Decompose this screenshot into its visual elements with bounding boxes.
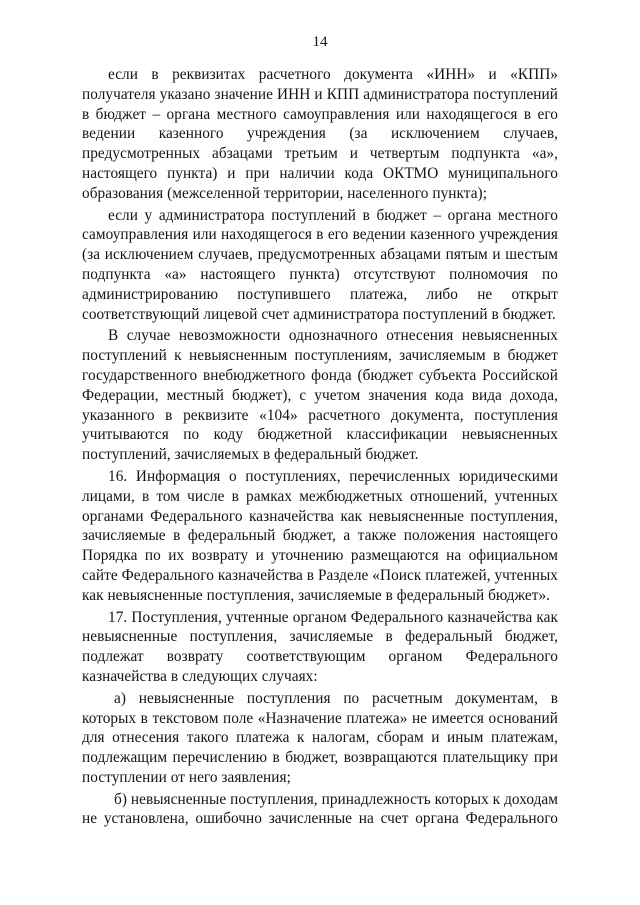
- page-number: 14: [312, 34, 328, 50]
- paragraph-ambiguous-attribution: В случае невозможности однозначного отнесения невыясненных поступлений к невыясненным поступлениям, зачисляемым в бюджет государственного внебюджетного фонда (бюджет субъекта Российской Федерации, местный бюджет), с учетом значения кода вида дохода, указанного в реквизите «104» расчетного документа, поступления учитываются по коду бюджетной классификации невыясненных поступлений, зачисляемых в федеральный бюджет.: [82, 327, 558, 464]
- paragraph-item-17: 17. Поступления, учтенные органом Федерального казначейства как невыясненные поступления, зачисляемые в федеральный бюджет, подлежат возврату соответствующим органом Федерального казначейства в следующих случаях:: [82, 608, 558, 685]
- paragraph-subitem-a: а) невыясненные поступления по расчетным документам, в которых в текстовом поле «Назначение платежа» не имеется оснований для отнесения такого платежа к налогам, сборам и иным платежам, подлежащим перечислению в бюджет, возвращаются плательщику при поступлении от него заявления;: [82, 689, 558, 786]
- paragraph-subitem-b: б) невыясненные поступления, принадлежность которых к доходам не установлена, ошибочно зачисленные на счет органа Федерального: [82, 790, 558, 828]
- paragraph-no-authority-condition: если у администратора поступлений в бюджет – органа местного самоуправления или находящегося в его ведении казенного учреждения (за исключением случаев, предусмотренных абзацами пятым и шестым подпункта «а» настоящего пункта) отсутствуют полномочия по администрированию поступившего платежа, либо не открыт соответствующий лицевой счет администратора поступлений в бюджет.: [82, 206, 558, 323]
- document-body: [82, 65, 558, 829]
- paragraph-inn-kpp-condition: если в реквизитах расчетного документа «ИНН» и «КПП» получателя указано значение ИНН и КПП администратора поступлений в бюджет – органа местного самоуправления или находящегося в его ведении казенного учреждения (за исключением случаев, предусмотренных абзацами третьим и четвертым подпункта «а», настоящего пункта) и при наличии кода ОКТМО муниципального образования (межселенной территории, населенного пункта);: [82, 66, 558, 202]
- paragraph-item-16: 16. Информация о поступлениях, перечисленных юридическими лицами, в том числе в рамках межбюджетных отношений, учтенных органами Федерального казначейства как невыясненные поступления, зачисляемые в федеральный бюджет, а также положения настоящего Порядка по их возврату и уточнению размещаются на официальном сайте Федерального казначейства в Разделе «Поиск платежей, учтенных как невыясненные поступления, зачисляемые в федеральный бюджет».: [82, 467, 558, 604]
